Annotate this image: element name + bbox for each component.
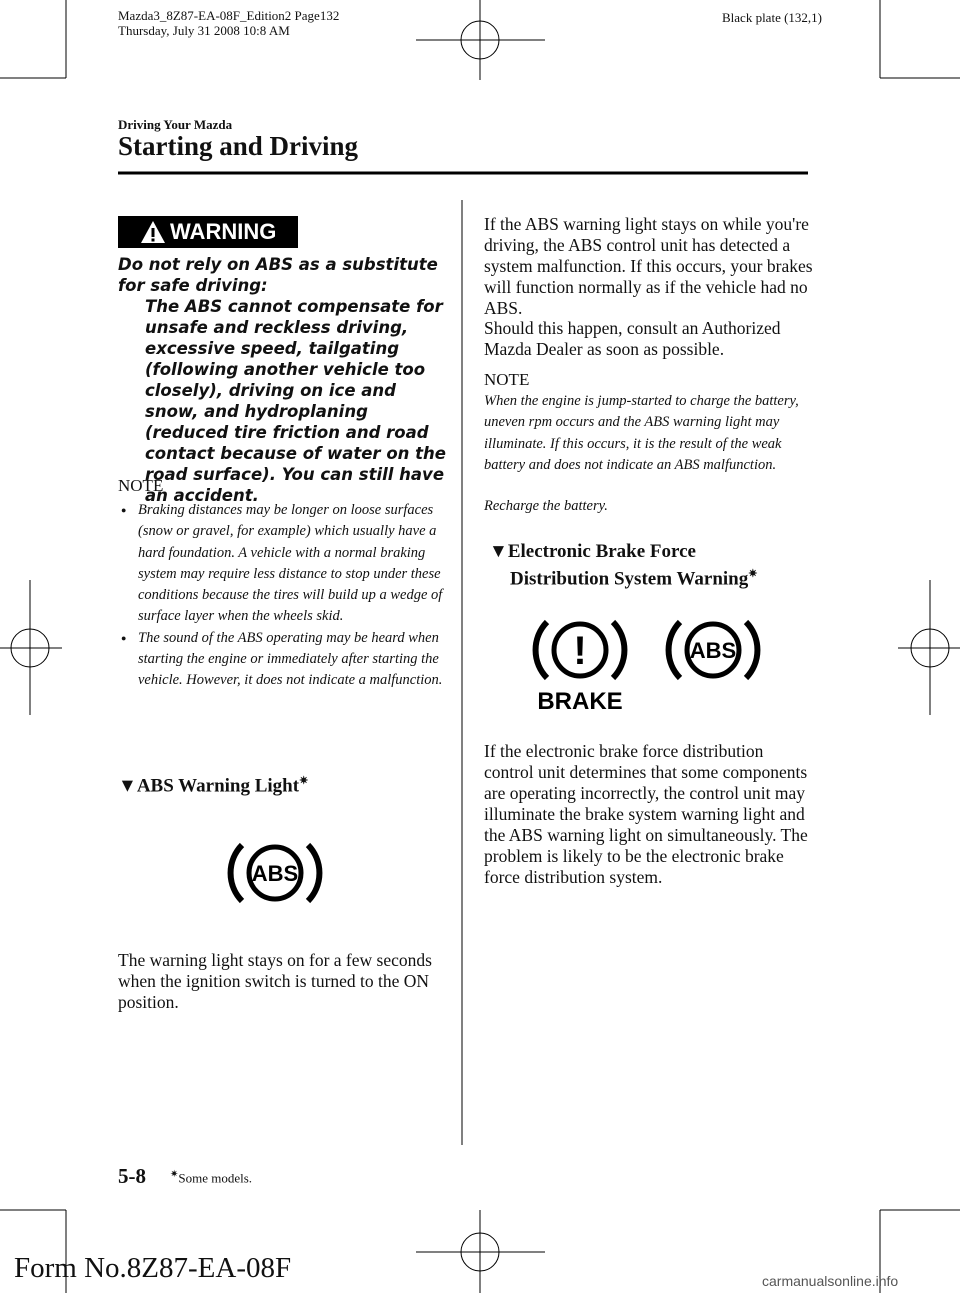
- form-number: Form No.8Z87-EA-08F: [14, 1252, 292, 1284]
- abs-icon-text: ABS: [689, 638, 737, 663]
- bullet-icon: ●: [121, 505, 127, 515]
- brake-icon-text: BRAKE: [537, 688, 623, 715]
- footnote-text: Some models.: [178, 1170, 253, 1186]
- ebd-body: If the electronic brake force distribution control unit determines that some components are operating incorrectly, the control unit may illuminate the brake system warning light and the ABS warning light on simultaneously. The problem is likely to be the electronic brake force distribution system.: [484, 741, 808, 887]
- warning-label: WARNING: [170, 219, 277, 244]
- page-title: Starting and Driving: [118, 131, 359, 161]
- abs-icon-text: ABS: [251, 861, 299, 886]
- plate-info: Black plate (132,1): [722, 10, 822, 25]
- warning-lead: Do not rely on ABS as a substitute for safe driving:: [118, 255, 438, 295]
- ebd-heading-line1: Electronic Brake Force: [507, 541, 696, 562]
- note-list-left: [118, 500, 448, 692]
- brake-icon-mark: !: [573, 629, 587, 673]
- abs-warning-light-icon-2: [663, 615, 763, 685]
- file-date: Thursday, July 31 2008 10:8 AM: [118, 23, 290, 38]
- note-label-left: NOTE: [118, 476, 164, 495]
- ebd-heading: [489, 540, 757, 590]
- triangle-down-icon: ▼: [118, 775, 137, 797]
- abs-warning-light-icon: [225, 838, 325, 908]
- page-number: 5-8: [118, 1164, 146, 1188]
- note-text-right-2: Recharge the battery.: [484, 498, 608, 514]
- ebd-heading-line2: Distribution System Warning: [510, 568, 749, 590]
- warning-badge: [118, 216, 298, 248]
- list-item: [118, 500, 448, 628]
- dealer-text: Should this happen, consult an Authorized Mazda Dealer as soon as possible.: [484, 318, 781, 359]
- list-item: [118, 628, 448, 692]
- note-label-right: NOTE: [484, 370, 530, 389]
- abs-heading: [118, 770, 308, 797]
- file-name: Mazda3_8Z87-EA-08F_Edition2 Page132: [118, 8, 340, 23]
- abs-body: The warning light stays on for a few seconds when the ignition switch is turned to the ON position.: [118, 950, 432, 1012]
- warning-triangle-icon: [140, 220, 166, 244]
- abs-malfunction-text: If the ABS warning light stays on while you're driving, the ABS control unit has detected a system malfunction. If this occurs, your brakes will function normally as if the vehicle had no ABS.: [484, 214, 813, 318]
- note-item-text: The sound of the ABS operating may be heard when starting the engine or immediately after starting the vehicle. However, it does not indicate a malfunction.: [138, 629, 443, 689]
- section-name: Driving Your Mazda: [118, 117, 233, 132]
- abs-heading-text: ABS Warning Light: [136, 775, 300, 797]
- asterisk-icon: ✷: [299, 775, 309, 787]
- footnote: [170, 1169, 252, 1186]
- triangle-down-icon: ▼: [489, 541, 508, 562]
- brake-warning-light-icon: [530, 615, 630, 715]
- asterisk-icon: ✷: [170, 1169, 179, 1180]
- asterisk-icon: ✷: [748, 568, 758, 580]
- site-watermark: carmanualsonline.info: [762, 1273, 899, 1289]
- note-text-right: When the engine is jump-started to charge the battery, uneven rpm occurs and the ABS warning light may illuminate. If this occurs, it is the result of the weak battery and does not indicate an ABS malfunction.: [484, 393, 799, 473]
- warning-body: The ABS cannot compensate for unsafe and reckless driving, excessive speed, tailgating (following another vehicle too closely), driving on ice and snow, and hydroplaning (reduced tire friction and road contact because of water on the road surface). You can still have an accident.: [145, 297, 446, 505]
- file-info: [118, 8, 339, 38]
- note-item-text: Braking distances may be longer on loose surfaces (snow or gravel, for example) which usually have a hard foundation. A vehicle with a normal braking system may require less distance to stop under these conditions because the tires will build up a wedge of surface layer when the wheels skid.: [138, 502, 443, 625]
- bullet-icon: ●: [121, 632, 127, 643]
